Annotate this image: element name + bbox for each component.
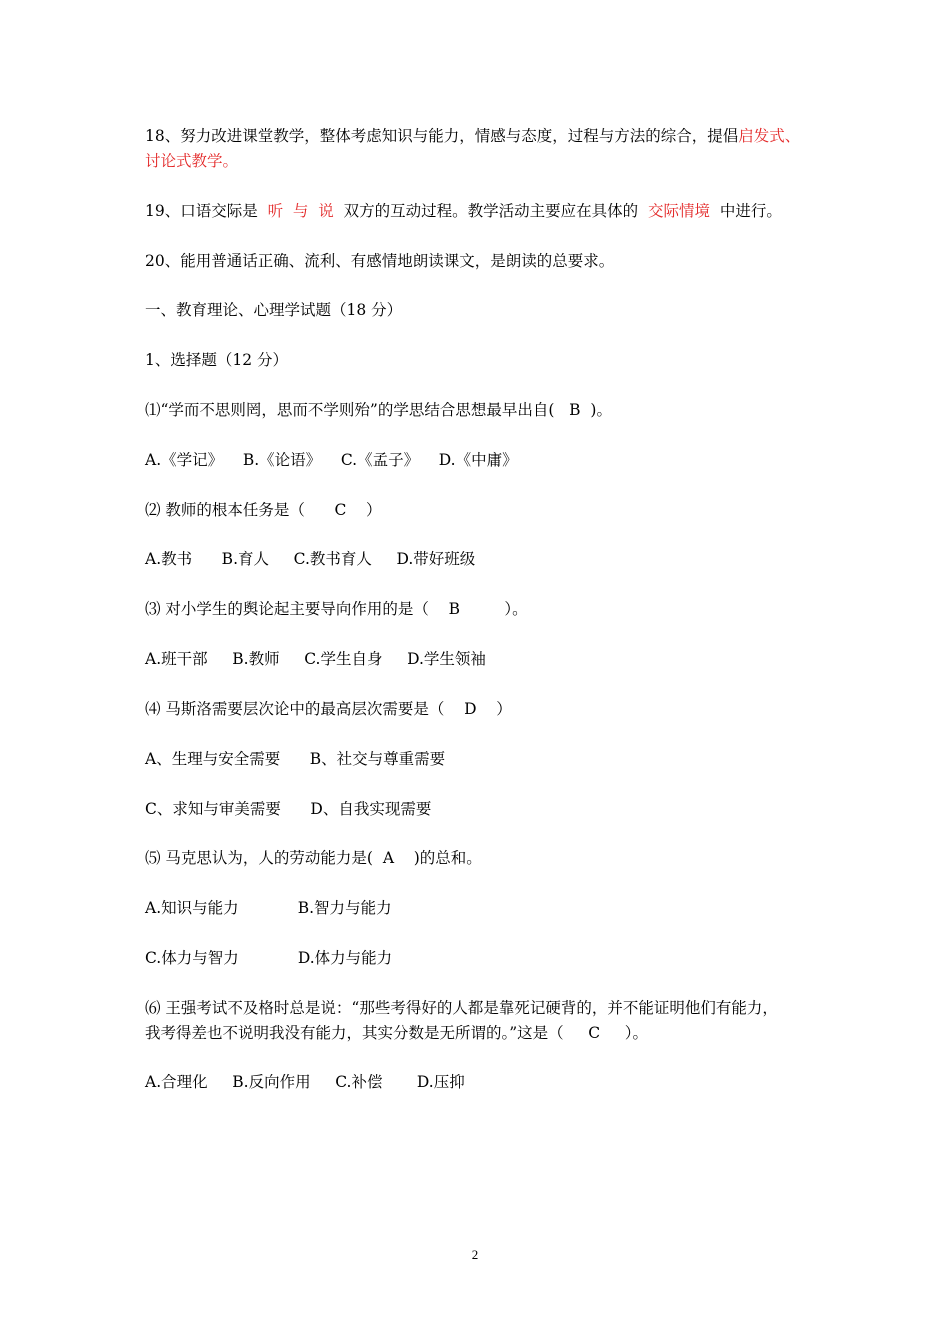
mc-question-6-line-2: 我考得差也不说明我没有能力，其实分数是无所谓的。”这是（ C ）。 (145, 1024, 649, 1042)
mc-question-1-options: A.《学记》 B.《论语》 C.《孟子》 D.《中庸》 (145, 451, 518, 469)
mc-question-1: ⑴“学而不思则罔，思而不学则殆”的学思结合思想最早出自( B )。 (145, 401, 612, 419)
mc-question-5-options-1: A.知识与能力 B.智力与能力 (145, 899, 392, 917)
question-19-answer-1: 听 与 说 (267, 202, 334, 220)
mc-question-4: ⑷ 马斯洛需要层次论中的最高层次需要是（ D ） (145, 700, 512, 718)
mc-question-3: ⑶ 对小学生的舆论起主要导向作用的是（ B ）。 (145, 600, 528, 618)
page-number: 2 (471, 1247, 479, 1262)
mc-question-4-options-2: C、求知与审美需要 D、自我实现需要 (145, 800, 432, 818)
question-20-line: 20、能用普通话正确、流利、有感情地朗读课文，是朗读的总要求。 (145, 252, 615, 270)
section-title: 一、教育理论、心理学试题（18 分） (145, 301, 403, 319)
question-19-text-3: 中进行。 (710, 202, 782, 220)
subsection-title: 1、选择题（12 分） (145, 351, 289, 369)
mc-question-2-options: A.教书 B.育人 C.教书育人 D.带好班级 (145, 550, 476, 568)
question-18-line-1 (145, 124, 825, 148)
question-19-text-1: 19、口语交际是 (145, 202, 268, 220)
question-18-text: 18、努力改进课堂教学，整体考虑知识与能力，情感与态度，过程与方法的综合，提倡 (145, 127, 739, 145)
mc-question-6-options: A.合理化 B.反向作用 C.补偿 D.压抑 (145, 1073, 465, 1091)
question-19-line (145, 199, 825, 223)
mc-question-5-options-2: C.体力与智力 D.体力与能力 (145, 949, 393, 967)
question-19-answer-2: 交际情境 (648, 202, 711, 220)
mc-question-3-options: A.班干部 B.教师 C.学生自身 D.学生领袖 (145, 650, 486, 668)
mc-question-6-line-1: ⑹ 王强考试不及格时总是说：“那些考得好的人都是靠死记硬背的，并不能证明他们有能力， (145, 999, 778, 1017)
question-18-answer-part-2: 讨论式教学。 (145, 152, 239, 170)
mc-question-2: ⑵ 教师的根本任务是（ C ） (145, 501, 382, 519)
question-19-text-2: 双方的互动过程。教学活动主要应在具体的 (333, 202, 649, 220)
mc-question-4-options-1: A、生理与安全需要 B、社交与尊重需要 (145, 750, 446, 768)
question-18-answer-part-1: 启发式、 (738, 127, 801, 145)
mc-question-5: ⑸ 马克思认为，人的劳动能力是( A )的总和。 (145, 849, 482, 867)
